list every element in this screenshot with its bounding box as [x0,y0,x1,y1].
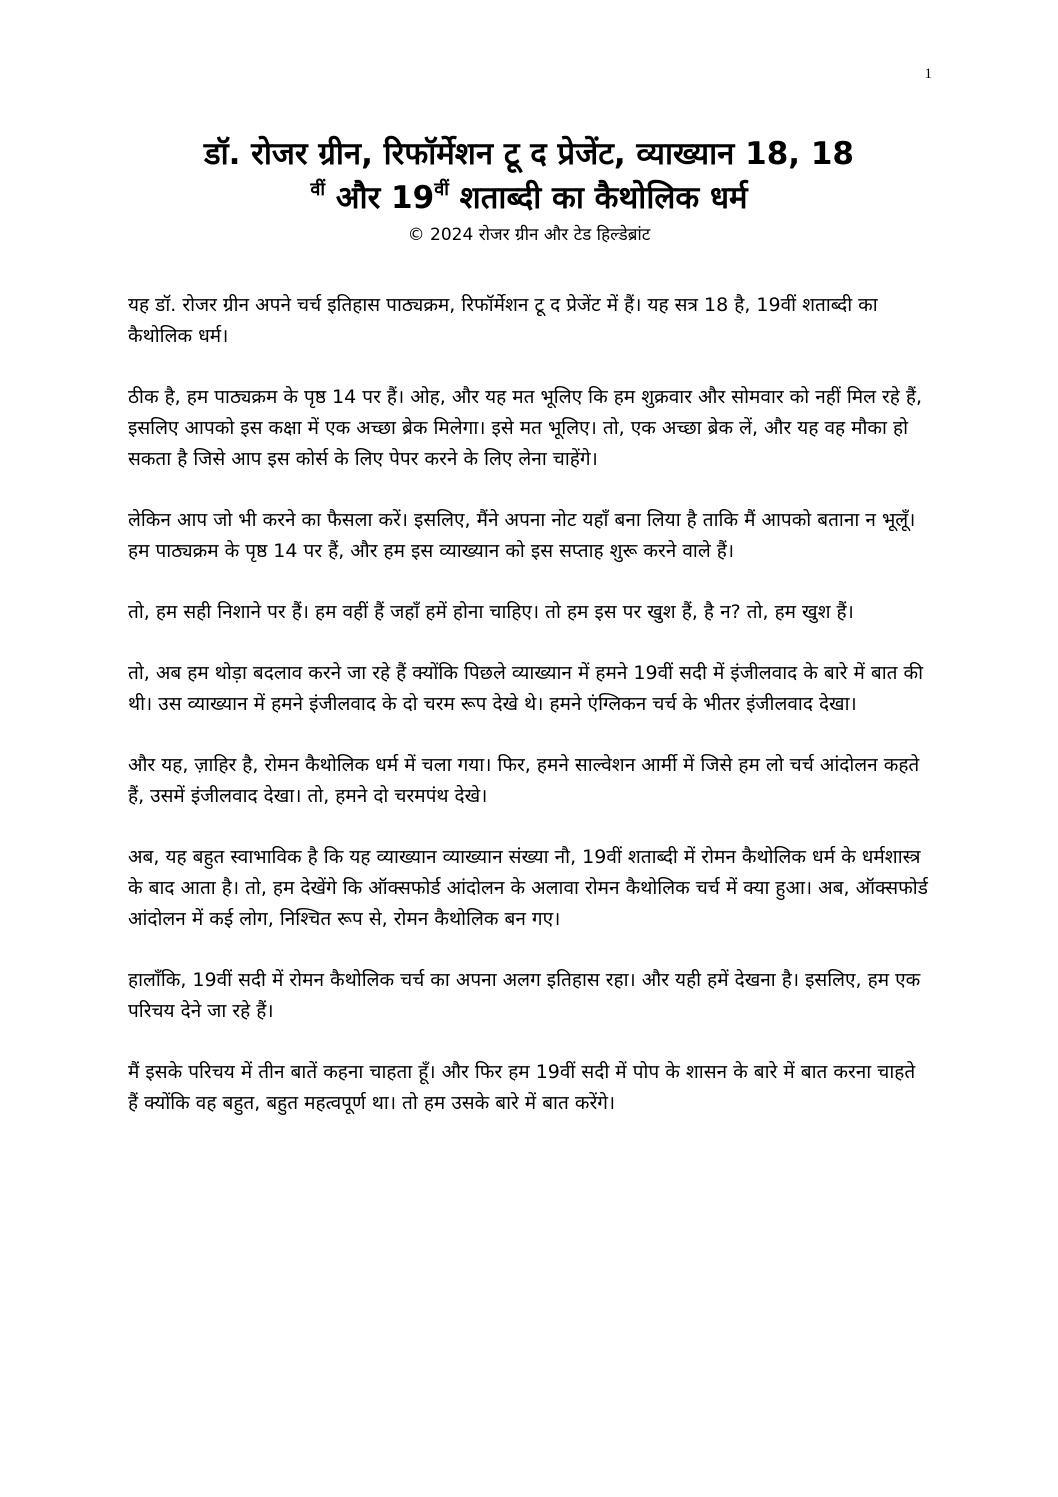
copyright-line: © 2024 रोजर ग्रीन और टेड हिल्डेब्रांट [407,225,651,245]
title-text-part-1: डॉ. रोजर ग्रीन, रिफॉर्मेशन टू द प्रेजेंट, व्याख्यान 18, 18 [203,136,854,172]
document-header [118,132,940,248]
body-text [128,290,928,1149]
paragraph-4: तो, हम सही निशाने पर हैं। हम वहीं हैं जहाँ हमें होना चाहिए। तो हम इस पर खुश हैं, है न? तो, हम खुश हैं। [128,601,854,623]
paragraph-9: मैं इसके परिचय में तीन बातें कहना चाहता हूँ। और फिर हम 19वीं सदी में पोप के शासन के बारे में बात करना चाहते हैं क्योंकि वह बहुत, बहुत महत्वपूर्ण था। तो हम उसके बारे में बात करेंगे। [128,1061,916,1114]
paragraph-8: हालाँकि, 19वीं सदी में रोमन कैथोलिक चर्च का अपना अलग इतिहास रहा। और यही हमें देखना है। इसलिए, हम एक परिचय देने जा रहे हैं। [128,969,921,1022]
paragraph-3: लेकिन आप जो भी करने का फैसला करें। इसलिए, मैंने अपना नोट यहाँ बना लिया है ताकि मैं आपको बताना न भूलूँ। हम पाठ्यक्रम के पृष्ठ 14 पर हैं, और हम इस व्याख्यान को इस सप्ताह शुरू करने वाले हैं। [128,509,916,562]
paragraph-5: तो, अब हम थोड़ा बदलाव करने जा रहे हैं क्योंकि पिछले व्याख्यान में हमने 19वीं सदी में इंजीलवाद के बारे में बात की थी। उस व्याख्यान में हमने इंजीलवाद के दो चरम रूप देखे थे। हमने एंग्लिकन चर्च के भीतर इंजीलवाद देखा। [128,662,924,715]
page-number: 1 [924,66,932,82]
page-title [118,132,940,220]
title-superscript-1: वीं [310,178,326,200]
paragraph-6: और यह, ज़ाहिर है, रोमन कैथोलिक धर्म में चला गया। फिर, हमने साल्वेशन आर्मी में जिसे हम लो चर्च आंदोलन कहते हैं, उसमें इंजीलवाद देखा। तो, हमने दो चरमपंथ देखे। [128,754,920,807]
paragraph-7: अब, यह बहुत स्वाभाविक है कि यह व्याख्यान व्याख्यान संख्या नौ, 19वीं शताब्दी में रोमन कैथोलिक धर्म के धर्मशास्त्र के बाद आता है। तो, हम देखेंगे कि ऑक्सफोर्ड आंदोलन के अलावा रोमन कैथोलिक चर्च में क्या हुआ। अब, ऑक्सफोर्ड आंदोलन में कई लोग, निश्चित रूप से, रोमन कैथोलिक बन गए। [128,846,928,930]
title-text-part-2: और 19 [325,180,435,216]
title-superscript-2: वीं [434,178,449,200]
paragraph-2: ठीक है, हम पाठ्यक्रम के पृष्ठ 14 पर हैं। ओह, और यह मत भूलिए कि हम शुक्रवार और सोमवार को नहीं मिल रहे हैं, इसलिए आपको इस कक्षा में एक अच्छा ब्रेक मिलेगा। इसे मत भूलिए। तो, एक अच्छा ब्रेक लें, और यह वह मौका हो सकता है जिसे आप इस कोर्स के लिए पेपर करने के लिए लेना चाहेंगे। [128,386,923,470]
title-text-part-3: शताब्दी का कैथोलिक धर्म [448,180,748,216]
paragraph-1: यह डॉ. रोजर ग्रीन अपने चर्च इतिहास पाठ्यक्रम, रिफॉर्मेशन टू द प्रेजेंट में हैं। यह सत्र 18 है, 19वीं शताब्दी का कैथोलिक धर्म। [128,294,878,347]
